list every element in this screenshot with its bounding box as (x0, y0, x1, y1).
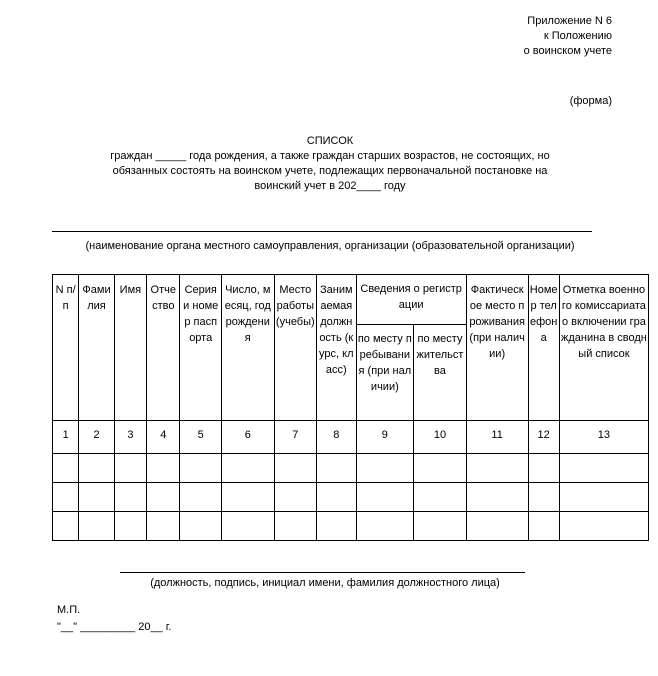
column-number: 3 (114, 421, 146, 454)
column-number: 9 (356, 421, 414, 454)
table-cell[interactable] (414, 483, 467, 512)
table-cell[interactable] (274, 512, 316, 541)
table-cell[interactable] (559, 454, 648, 483)
table-cell[interactable] (180, 454, 221, 483)
citizens-table (52, 274, 649, 541)
document-title (70, 134, 590, 194)
stamp-place: М.П. (57, 604, 81, 616)
table-cell[interactable] (317, 483, 356, 512)
table-cell[interactable] (317, 454, 356, 483)
col-header-birthdate: Число, месяц, год рождения (221, 275, 274, 421)
col-header-position: Занимаемая должность (курс, класс) (317, 275, 356, 421)
table-cell[interactable] (274, 454, 316, 483)
title-line-2: обязанных состоять на воинском учете, подлежащих первоначальной постановке на (112, 165, 548, 177)
table-cell[interactable] (53, 454, 79, 483)
title-heading: СПИСОК (306, 135, 354, 147)
table-cell[interactable] (528, 512, 559, 541)
col-header-commissariat-mark: Отметка военного комиссариата о включении гражданина в сводный список (559, 275, 648, 421)
table-cell[interactable] (414, 454, 467, 483)
column-number: 8 (317, 421, 356, 454)
table-cell[interactable] (221, 512, 274, 541)
table-cell[interactable] (114, 454, 146, 483)
table-row[interactable] (53, 454, 649, 483)
table-cell[interactable] (559, 512, 648, 541)
table-cell[interactable] (528, 454, 559, 483)
col-header-registration: Сведения о регистрации (356, 275, 466, 325)
table-cell[interactable] (114, 483, 146, 512)
col-header-actual-residence: Фактическое место проживания (при наличии) (466, 275, 528, 421)
col-header-name: Имя (114, 275, 146, 421)
title-line-1: граждан _____ года рождения, а также граждан старших возрастов, не состоящих, но (110, 150, 550, 162)
table-cell[interactable] (147, 483, 180, 512)
date-field[interactable]: "__" _________ 20__ г. (57, 621, 172, 633)
org-name-line[interactable] (52, 231, 592, 232)
appendix-number: Приложение N 6 (527, 15, 612, 27)
col-header-passport: Серия и номер паспорта (180, 275, 221, 421)
column-number: 10 (414, 421, 467, 454)
table-cell[interactable] (147, 454, 180, 483)
table-cell[interactable] (356, 512, 414, 541)
table-cell[interactable] (79, 454, 114, 483)
table-cell[interactable] (466, 454, 528, 483)
column-number: 6 (221, 421, 274, 454)
table-cell[interactable] (53, 483, 79, 512)
column-number: 5 (180, 421, 221, 454)
table-cell[interactable] (221, 454, 274, 483)
col-header-stay-registration: по месту пребывания (при наличии) (356, 324, 414, 420)
form-label: (форма) (569, 95, 612, 107)
table-cell[interactable] (528, 483, 559, 512)
appendix-regulation: к Положению (543, 30, 612, 42)
col-header-number: N п/п (53, 275, 79, 421)
table-cell[interactable] (180, 483, 221, 512)
col-header-surname: Фамилия (79, 275, 114, 421)
table-row[interactable] (53, 483, 649, 512)
signature-line[interactable] (120, 572, 525, 573)
col-header-residence-registration: по месту жительства (414, 324, 467, 420)
table-cell[interactable] (79, 512, 114, 541)
appendix-header (480, 14, 612, 59)
table-cell[interactable] (114, 512, 146, 541)
table-cell[interactable] (53, 512, 79, 541)
signature-caption: (должность, подпись, инициал имени, фамилия должностного лица) (150, 577, 500, 589)
column-number: 12 (528, 421, 559, 454)
column-number: 11 (466, 421, 528, 454)
col-header-workplace: Место работы (учебы) (274, 275, 316, 421)
table-cell[interactable] (356, 454, 414, 483)
table-cell[interactable] (559, 483, 648, 512)
col-header-patronymic: Отчество (147, 275, 180, 421)
table-cell[interactable] (317, 512, 356, 541)
appendix-subject: о воинском учете (523, 45, 612, 57)
table-cell[interactable] (414, 512, 467, 541)
column-number: 13 (559, 421, 648, 454)
col-header-phone: Номер телефона (528, 275, 559, 421)
table-cell[interactable] (79, 483, 114, 512)
table-cell[interactable] (466, 512, 528, 541)
table-cell[interactable] (180, 512, 221, 541)
column-numbers-row (53, 421, 649, 454)
column-number: 2 (79, 421, 114, 454)
column-number: 7 (274, 421, 316, 454)
table-row[interactable] (53, 512, 649, 541)
column-number: 4 (147, 421, 180, 454)
table-cell[interactable] (274, 483, 316, 512)
column-number: 1 (53, 421, 79, 454)
table-cell[interactable] (147, 512, 180, 541)
table-cell[interactable] (466, 483, 528, 512)
table-cell[interactable] (221, 483, 274, 512)
table-cell[interactable] (356, 483, 414, 512)
title-line-3: воинский учет в 202____ году (254, 180, 406, 192)
org-name-caption: (наименование органа местного самоуправления, организации (образовательной организации) (85, 240, 575, 252)
